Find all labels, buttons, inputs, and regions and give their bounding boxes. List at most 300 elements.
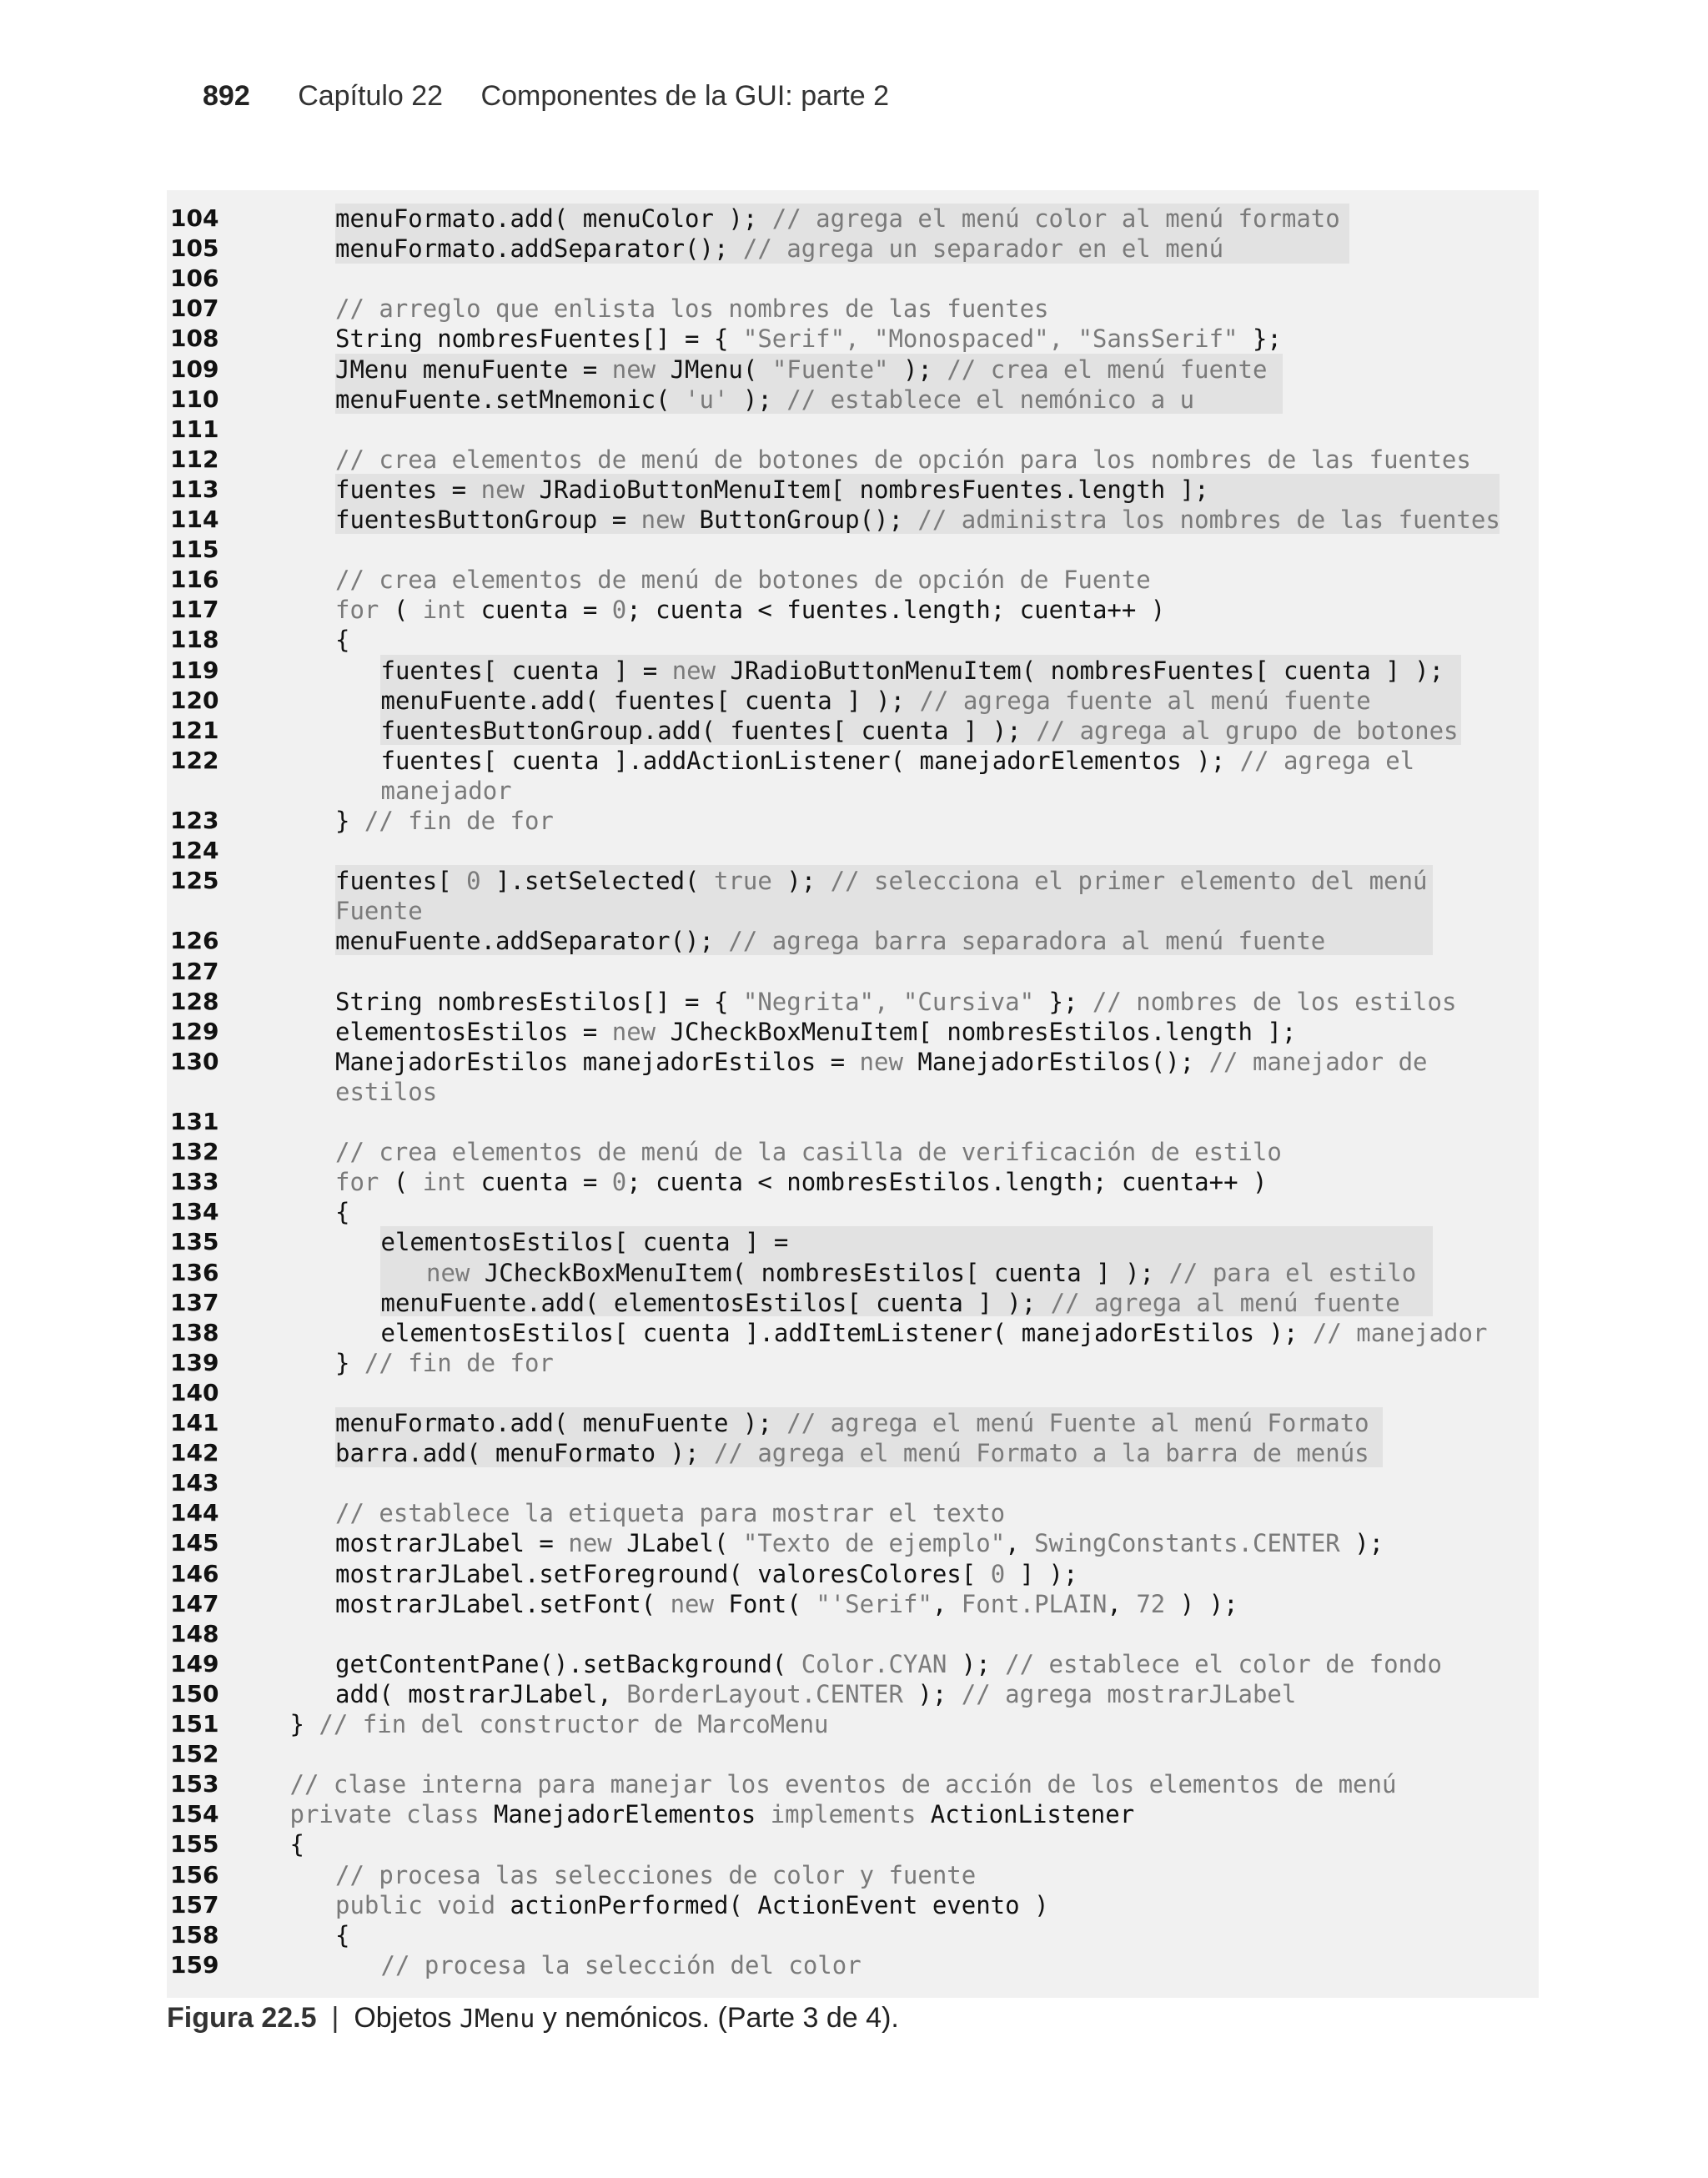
line-number: 117: [170, 596, 219, 624]
figure-caption: [167, 2002, 899, 2035]
code-line: [167, 1920, 1535, 1950]
code-text: [335, 445, 1471, 475]
code-token: );: [902, 1679, 962, 1708]
code-line: [167, 565, 1535, 595]
code-token: mostrarJLabel =: [335, 1529, 569, 1558]
code-token: new: [859, 1047, 903, 1076]
code-comment: // agrega un separador en el menú: [742, 234, 1224, 264]
code-token: }: [289, 1710, 319, 1738]
code-comment: estilos: [335, 1077, 438, 1106]
code-comment: // crea elementos de menú de botones de opción de Fuente: [335, 566, 1151, 595]
code-text: [290, 1769, 1397, 1799]
code-line: [167, 1167, 1535, 1197]
code-token: menuFuente.addSeparator();: [335, 927, 729, 956]
code-comment: // crea elementos de menú de botones de opción para los nombres de las fuentes: [335, 445, 1471, 474]
code-line: [167, 656, 1535, 686]
line-number: 132: [170, 1138, 219, 1166]
code-line: [167, 1017, 1535, 1047]
code-comment: // establece el color de fondo: [1005, 1649, 1442, 1678]
code-line: [167, 1288, 1535, 1318]
code-token: ,: [1005, 1529, 1035, 1558]
code-token: };: [1034, 987, 1093, 1016]
code-comment: // fin de for: [364, 1348, 554, 1377]
code-text: [335, 1017, 1296, 1047]
code-comment: // agrega al menú fuente: [1050, 1288, 1400, 1317]
code-token: getContentPane().setBackground(: [335, 1649, 801, 1678]
code-text: [335, 204, 1340, 234]
page-header: [203, 80, 889, 122]
code-text: [335, 294, 1049, 324]
code-comment: // establece la etiqueta para mostrar el texto: [335, 1499, 1006, 1528]
code-line: [167, 926, 1535, 956]
code-line: [167, 1077, 1535, 1107]
code-comment: // manejador de: [1208, 1047, 1428, 1076]
code-comment: SwingConstants.CENTER: [1034, 1529, 1340, 1558]
code-token: true: [713, 867, 772, 896]
code-line: [167, 415, 1535, 445]
line-number: 137: [170, 1288, 219, 1316]
code-text: [335, 565, 1151, 595]
code-line: [167, 1378, 1535, 1408]
line-number: 120: [170, 686, 219, 714]
code-text: [381, 686, 1371, 716]
line-number: 104: [170, 204, 219, 232]
code-text: [335, 1528, 1384, 1558]
code-token: elementosEstilos =: [335, 1017, 612, 1046]
line-number: 157: [170, 1890, 219, 1919]
code-line: [167, 1649, 1535, 1679]
code-text: [335, 355, 1267, 385]
code-comment: // fin de for: [364, 807, 554, 835]
code-line: [167, 1227, 1535, 1257]
code-token: ; cuenta < nombresEstilos.length; cuenta++ ): [626, 1168, 1268, 1197]
line-number: 159: [170, 1950, 219, 1979]
code-text: [381, 1318, 1488, 1348]
code-text: [335, 1438, 1369, 1468]
code-line: [167, 1047, 1535, 1077]
code-line: [167, 1799, 1535, 1829]
code-token: ManejadorElementos: [479, 1800, 771, 1829]
code-token: JMenu(: [656, 355, 772, 384]
line-number: 156: [170, 1860, 219, 1889]
code-line: [167, 595, 1535, 625]
code-comment: "Fuente": [771, 355, 889, 384]
code-token: new: [426, 1258, 470, 1287]
code-text: [335, 475, 1209, 505]
code-token: int: [422, 1168, 467, 1197]
code-comment: // agrega el menú Formato a la barra de menús: [713, 1439, 1369, 1468]
code-comment: Fuente: [335, 897, 423, 926]
code-line: [167, 1679, 1535, 1709]
line-number: 139: [170, 1348, 219, 1376]
chapter-label: Capítulo 22: [298, 80, 444, 112]
code-line: [167, 445, 1535, 475]
code-text: [335, 595, 1165, 625]
code-line: [167, 1589, 1535, 1619]
line-number: 116: [170, 566, 219, 594]
line-number: 125: [170, 867, 219, 895]
code-text: [335, 1137, 1282, 1167]
line-number: 122: [170, 746, 219, 774]
line-number: 141: [170, 1409, 219, 1436]
code-token: for: [335, 596, 379, 625]
line-number: 123: [170, 807, 219, 834]
code-comment: // agrega fuente al menú fuente: [919, 686, 1371, 715]
code-token: menuFuente.setMnemonic(: [335, 385, 686, 414]
figure-number: Figura 22.5: [167, 2002, 317, 2034]
code-token: JCheckBoxMenuItem( nombresEstilos[ cuenta ] );: [470, 1258, 1169, 1287]
code-comment: "Serif", "Monospaced", "SansSerif": [742, 324, 1238, 354]
code-text: [335, 1589, 1238, 1619]
code-token: {: [335, 1198, 350, 1227]
code-comment: // agrega al grupo de botones: [1036, 716, 1459, 745]
line-number: 133: [170, 1168, 219, 1196]
line-number: 109: [170, 355, 219, 383]
code-token: );: [947, 1649, 1006, 1678]
code-token: actionPerformed( ActionEvent evento ): [495, 1890, 1049, 1919]
code-token: private class: [289, 1800, 480, 1829]
code-comment: // nombres de los estilos: [1092, 987, 1457, 1016]
code-comment: // arreglo que enlista los nombres de las fuentes: [335, 294, 1049, 324]
code-line: [167, 1408, 1535, 1438]
line-number: 128: [170, 987, 219, 1015]
code-text: [290, 1799, 1135, 1829]
code-token: ActionListener: [916, 1800, 1135, 1829]
code-token: menuFormato.addSeparator();: [335, 234, 743, 264]
code-line: [167, 234, 1535, 264]
code-text: [335, 1077, 437, 1107]
line-number: 138: [170, 1318, 219, 1346]
code-comment: // procesa las selecciones de color y fuente: [335, 1860, 977, 1889]
code-line: [167, 1438, 1535, 1468]
code-line: [167, 294, 1535, 324]
code-token: menuFormato.add( menuFuente );: [335, 1409, 787, 1437]
line-number: 108: [170, 324, 219, 353]
code-line: [167, 1528, 1535, 1558]
code-text: [335, 1498, 1005, 1528]
code-text: [381, 656, 1444, 686]
code-text: [335, 1649, 1442, 1679]
code-line: [167, 505, 1535, 535]
code-comment: // clase interna para manejar los eventos de acción de los elementos de menú: [289, 1770, 1397, 1799]
line-number: 155: [170, 1830, 219, 1859]
code-text: [335, 1348, 554, 1378]
code-text: [335, 1920, 349, 1950]
line-number: 131: [170, 1108, 219, 1135]
code-line: [167, 1258, 1535, 1288]
code-comment: "'Serif": [816, 1589, 932, 1618]
line-number: 143: [170, 1469, 219, 1497]
code-token: };: [1238, 324, 1282, 354]
code-line: [167, 776, 1535, 806]
code-comment: // para el estilo: [1168, 1258, 1417, 1287]
code-comment: BorderLayout.CENTER: [626, 1679, 903, 1708]
code-text: [381, 1950, 862, 1980]
code-text: [335, 896, 423, 926]
code-token: JMenu menuFuente =: [335, 355, 612, 384]
line-number: 127: [170, 957, 219, 985]
line-number: 110: [170, 385, 219, 413]
code-comment: // establece el nemónico a u: [786, 385, 1195, 414]
code-line: [167, 324, 1535, 354]
code-token: fuentesButtonGroup =: [335, 506, 641, 534]
code-line: [167, 1769, 1535, 1799]
code-line: [167, 1890, 1535, 1920]
line-number: 136: [170, 1258, 219, 1286]
code-line: [167, 836, 1535, 866]
code-line: [167, 686, 1535, 716]
line-number: 112: [170, 445, 219, 473]
code-comment: // crea el menú fuente: [947, 355, 1268, 384]
code-line: [167, 806, 1535, 836]
code-text: [335, 1679, 1296, 1709]
code-text: [381, 746, 1415, 776]
code-line: [167, 1619, 1535, 1649]
code-token: fuentes[ cuenta ] =: [380, 656, 672, 685]
line-number: 126: [170, 927, 219, 955]
code-comment: 0: [466, 867, 481, 896]
code-token: );: [1339, 1529, 1384, 1558]
code-text: [335, 234, 1223, 264]
code-line: [167, 355, 1535, 385]
code-token: int: [422, 596, 467, 625]
code-comment: // agrega barra separadora al menú fuente: [728, 927, 1326, 956]
code-token: ,: [932, 1589, 962, 1618]
code-token: new: [611, 1017, 656, 1046]
code-line: [167, 475, 1535, 505]
code-line: [167, 987, 1535, 1017]
code-token: cuenta =: [466, 596, 612, 625]
code-token: JRadioButtonMenuItem( nombresFuentes[ cuenta ] );: [716, 656, 1444, 685]
code-line: [167, 746, 1535, 776]
code-line: [167, 1348, 1535, 1378]
caption-code-word: JMenu: [459, 2004, 535, 2034]
line-number: 115: [170, 536, 219, 564]
code-comment: 'u': [685, 385, 729, 414]
code-text: [335, 324, 1282, 354]
code-comment: // agrega el: [1239, 746, 1415, 775]
code-text: [290, 1829, 304, 1859]
line-number: 145: [170, 1529, 219, 1557]
code-text: [381, 1227, 789, 1257]
code-token: ButtonGroup();: [685, 506, 918, 534]
code-comment: Font.PLAIN: [961, 1589, 1108, 1618]
line-number: 140: [170, 1378, 219, 1406]
code-token: (: [379, 1168, 423, 1197]
code-comment: manejador: [380, 776, 512, 805]
code-text: [335, 625, 349, 655]
code-line: [167, 625, 1535, 655]
line-number: 154: [170, 1800, 219, 1828]
code-line: [167, 264, 1535, 294]
line-number: 118: [170, 626, 219, 654]
code-line: [167, 1318, 1535, 1348]
code-token: new: [671, 656, 716, 685]
code-line: [167, 716, 1535, 746]
code-text: [381, 716, 1459, 746]
code-token: add( mostrarJLabel,: [335, 1679, 627, 1708]
code-comment: // agrega el menú color al menú formato: [771, 204, 1340, 233]
code-token: new: [611, 355, 656, 384]
code-token: ManejadorEstilos manejadorEstilos =: [335, 1047, 860, 1076]
code-token: String nombresEstilos[] = {: [335, 987, 743, 1016]
line-number: 119: [170, 656, 219, 684]
code-comment: "Negrita", "Cursiva": [742, 987, 1035, 1016]
line-number: 106: [170, 264, 219, 293]
line-number: 158: [170, 1920, 219, 1949]
code-line: [167, 1559, 1535, 1589]
line-number: 146: [170, 1559, 219, 1587]
code-token: barra.add( menuFormato );: [335, 1439, 714, 1468]
code-text: [335, 926, 1325, 956]
code-comment: // crea elementos de menú de la casilla de verificación de estilo: [335, 1138, 1282, 1167]
code-token: ,: [1107, 1589, 1137, 1618]
line-number: 121: [170, 716, 219, 744]
code-token: fuentes[: [335, 867, 467, 896]
code-token: ].setSelected(: [480, 867, 714, 896]
code-token: {: [335, 1920, 350, 1949]
code-text: [381, 1288, 1400, 1318]
code-text: [381, 776, 512, 806]
code-line: [167, 535, 1535, 565]
code-line: [167, 1197, 1535, 1227]
code-comment: // manejador: [1312, 1318, 1488, 1347]
line-number: 150: [170, 1679, 219, 1708]
code-line: [167, 1709, 1535, 1739]
code-comment: // agrega el menú Fuente al menú Formato: [786, 1409, 1369, 1437]
code-token: cuenta =: [466, 1168, 612, 1197]
code-token: }: [335, 1348, 364, 1377]
code-line: [167, 1137, 1535, 1167]
code-token: ManejadorEstilos();: [902, 1047, 1209, 1076]
line-number: 130: [170, 1047, 219, 1075]
code-comment: "Texto de ejemplo": [742, 1529, 1006, 1558]
code-comment: 72: [1136, 1589, 1166, 1618]
code-line: [167, 1468, 1535, 1498]
line-number: 134: [170, 1198, 219, 1226]
code-token: mostrarJLabel.setFont(: [335, 1589, 671, 1618]
code-text: [335, 1167, 1267, 1197]
code-token: {: [335, 626, 350, 655]
line-number: 129: [170, 1017, 219, 1045]
code-line: [167, 1498, 1535, 1528]
code-line: [167, 385, 1535, 415]
code-text: [335, 806, 554, 836]
code-comment: // selecciona el primer elemento del menú: [830, 867, 1428, 896]
code-token: new: [640, 506, 686, 534]
code-token: fuentesButtonGroup.add( fuentes[ cuenta ] );: [380, 716, 1037, 745]
code-text: [335, 385, 1194, 415]
code-text: [335, 505, 1500, 535]
code-token: );: [728, 385, 787, 414]
line-number: 142: [170, 1439, 219, 1467]
code-token: (: [379, 596, 423, 625]
line-number: 148: [170, 1619, 219, 1647]
code-line: [167, 1107, 1535, 1137]
code-token: mostrarJLabel.setForeground( valoresColores[: [335, 1559, 991, 1588]
line-number: 153: [170, 1770, 219, 1798]
code-line: [167, 957, 1535, 987]
code-text: [335, 1408, 1369, 1438]
line-number: 111: [170, 415, 219, 443]
line-number: 124: [170, 837, 219, 865]
line-number: 149: [170, 1649, 219, 1678]
code-line: [167, 1860, 1535, 1890]
code-comment: // agrega mostrarJLabel: [961, 1679, 1297, 1708]
line-number: 135: [170, 1228, 219, 1256]
caption-separator: |: [331, 2002, 339, 2034]
code-text: [335, 1047, 1428, 1077]
line-number: 144: [170, 1499, 219, 1527]
code-token: fuentes[ cuenta ].addActionListener( manejadorElementos );: [380, 746, 1240, 775]
code-token: for: [335, 1168, 379, 1197]
code-token: Font(: [713, 1589, 816, 1618]
code-comment: // administra los nombres de las fuentes: [917, 506, 1500, 534]
code-line: [167, 866, 1535, 896]
line-number: 113: [170, 475, 219, 503]
code-token: );: [771, 867, 831, 896]
chapter-title: Componentes de la GUI: parte 2: [480, 80, 890, 112]
line-number: 151: [170, 1710, 219, 1738]
code-token: elementosEstilos[ cuenta ] =: [380, 1228, 789, 1257]
code-comment: 0: [611, 596, 627, 625]
code-token: public void: [335, 1890, 496, 1919]
code-token: ; cuenta < fuentes.length; cuenta++ ): [626, 596, 1166, 625]
code-token: menuFuente.add( fuentes[ cuenta ] );: [380, 686, 920, 715]
caption-text-before: Objetos: [354, 2002, 460, 2034]
code-text: [335, 1559, 1078, 1589]
code-token: menuFormato.add( menuColor );: [335, 204, 772, 233]
code-line: [167, 204, 1535, 234]
code-token: );: [888, 355, 947, 384]
caption-text-after: y nemónicos. (Parte 3 de 4).: [535, 2002, 899, 2034]
code-token: implements: [770, 1800, 917, 1829]
line-number: 107: [170, 294, 219, 323]
code-token: ) );: [1165, 1589, 1238, 1618]
code-token: JLabel(: [611, 1529, 743, 1558]
line-number: 105: [170, 234, 219, 263]
code-token: new: [568, 1529, 612, 1558]
code-comment: 0: [611, 1168, 627, 1197]
code-line: [167, 1739, 1535, 1769]
code-line: [167, 896, 1535, 926]
code-text: [335, 1890, 1049, 1920]
code-text: [335, 866, 1428, 896]
code-comment: Color.CYAN: [801, 1649, 947, 1678]
code-token: new: [670, 1589, 714, 1618]
line-number: 114: [170, 506, 219, 533]
code-line: [167, 1829, 1535, 1859]
code-text: [335, 987, 1456, 1017]
code-comment: 0: [990, 1559, 1006, 1588]
code-token: }: [335, 807, 364, 835]
code-token: menuFuente.add( elementosEstilos[ cuenta ] );: [380, 1288, 1051, 1317]
code-token: JCheckBoxMenuItem[ nombresEstilos.length ];: [656, 1017, 1297, 1046]
code-token: new: [480, 475, 525, 504]
code-listing: [167, 190, 1539, 1998]
code-token: {: [289, 1830, 304, 1859]
code-text: [335, 1860, 976, 1890]
code-token: JRadioButtonMenuItem[ nombresFuentes.length ];: [525, 475, 1209, 504]
code-token: ] );: [1005, 1559, 1078, 1588]
code-text: [335, 1197, 349, 1227]
code-text: [290, 1709, 829, 1739]
line-number: 147: [170, 1589, 219, 1617]
code-comment: // procesa la selección del color: [380, 1950, 862, 1979]
code-line: [167, 1950, 1535, 1980]
code-text: [426, 1258, 1416, 1288]
code-token: String nombresFuentes[] = {: [335, 324, 743, 354]
